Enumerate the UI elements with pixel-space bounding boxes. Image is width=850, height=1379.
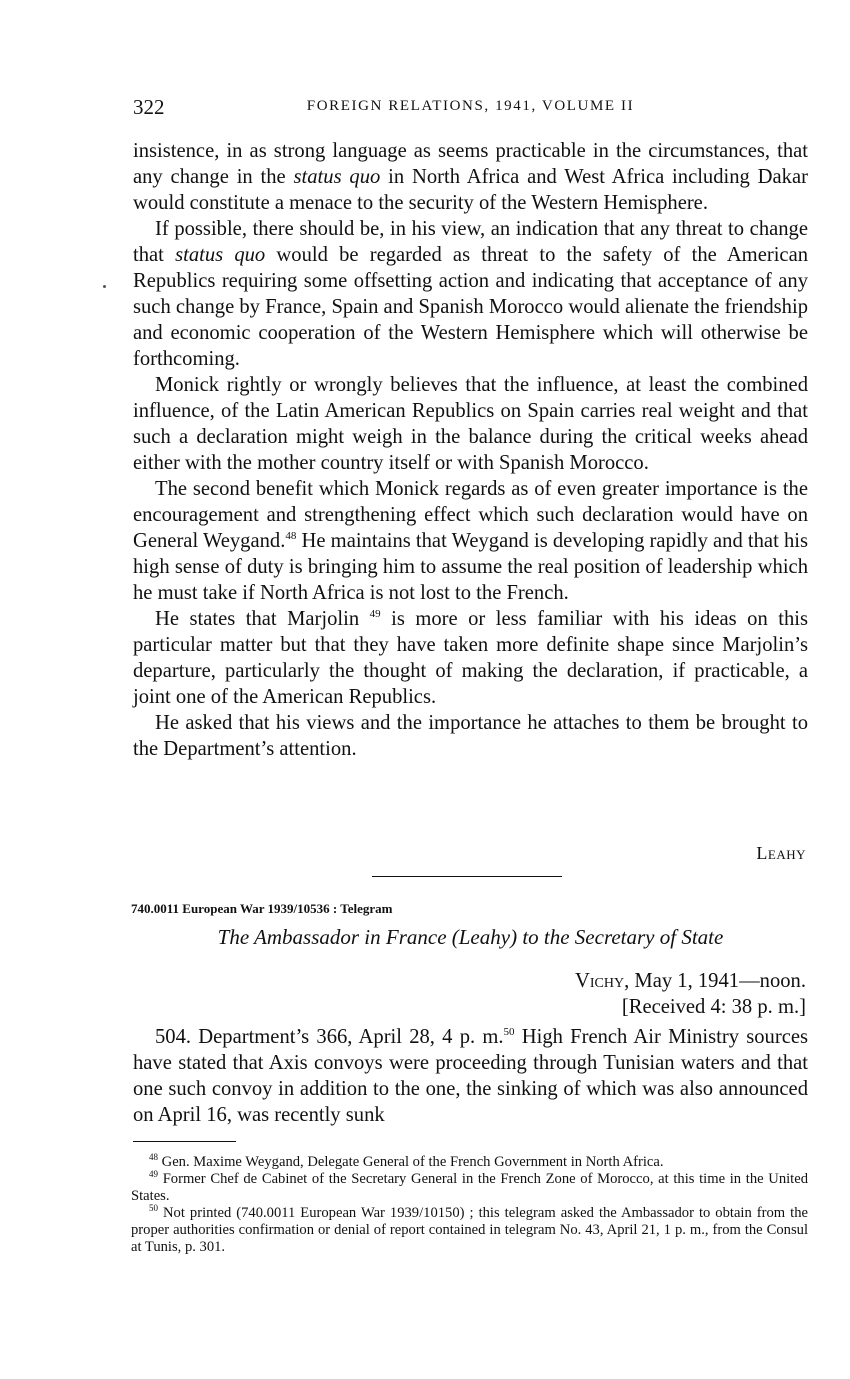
paragraph: 504. Department’s 366, April 28, 4 p. m.$^{50}$ High French Air Ministry sources have stated that Axis convoys were proceeding through Tunisian waters and that one such convoy in addition to the one, the sinking of which was also announced on April 16, was recently sunk — [133, 1026, 809, 1126]
footnote-ref[interactable]: 48 — [285, 530, 297, 543]
paragraph: If possible, there should be, in his view, an indication that any threat to change that status quo would be regarded as threat to the safety of the American Republics requiring some offsetting action and indicating that acceptance of any such change by France, Spain and Spanish Morocco would alienate the friendship and economic cooperation of the Western Hemisphere which will otherwise be forthcoming. — [133, 218, 809, 370]
footnote-ref[interactable]: 50 — [503, 1026, 515, 1039]
footnote: $^{48}$ Gen. Maxime Weygand, Delegate General of the French Government in North Africa. — [149, 1152, 664, 1170]
paragraph: insistence, in as strong language as seems practicable in the circumstances, that any change in the status quo in North Africa and West Africa including Dakar would constitute a menace to the security of the Western Hemisphere. — [133, 140, 808, 214]
letter-body — [133, 138, 808, 762]
footnote: $^{49}$ Former Chef de Cabinet of the Secretary General in the French Zone of Morocco, at this time in the United States. — [131, 1169, 808, 1204]
dateline — [575, 970, 806, 993]
document-title: The Ambassador in France (Leahy) to the Secretary of State — [217, 925, 724, 949]
footnote-ref[interactable]: 49 — [369, 608, 381, 621]
paragraph: Monick rightly or wrongly believes that the influence, at least the combined influence, of the Latin American Republics on Spain carries real weight and that such a declaration might weigh in the balance during the critical weeks ahead either with the mother country itself or with Spanish Morocco. — [133, 374, 808, 474]
footnote: $^{50}$ Not printed (740.0011 European War 1939/10150) ; this telegram asked the Ambassador to obtain from the proper authorities confirmation or denial of report contained in telegram No. 43, April 21, 1 p. m., from the Consul at Tunis, p. 301. — [131, 1203, 808, 1255]
footnote-divider — [133, 1141, 236, 1142]
running-head — [133, 95, 808, 123]
footnotes — [131, 1154, 808, 1256]
telegram-body — [133, 1024, 808, 1128]
section-divider — [372, 876, 562, 877]
paragraph: He states that Marjolin $^{49}$ is more or less familiar with his ideas on this particular matter but that they have taken more definite shape since Marjolin’s departure, particularly the thought of making the declaration, if practicable, a joint one of the American Republics. — [133, 608, 808, 708]
paragraph: The second benefit which Monick regards as of even greater importance is the encouragement and strengthening effect which such declaration would have on General Weygand.$^{48}$ He maintains that Weygand is developing rapidly and that his high sense of duty is bringing him to assume the real position of leadership which he must take if North Africa is not lost to the French. — [133, 478, 808, 604]
file-reference: 740.0011 European War 1939/10536 : Telegram — [131, 901, 393, 916]
dateline-place: Vichy — [575, 970, 625, 992]
page-number: 322 — [133, 95, 165, 119]
paragraph: He asked that his views and the importance he attaches to them be brought to the Department’s attention. — [133, 712, 808, 760]
running-title: FOREIGN RELATIONS, 1941, VOLUME II — [306, 98, 635, 114]
margin-mark — [103, 285, 106, 288]
dateline-date: , May 1, 1941—noon. — [624, 970, 806, 992]
received-line: [Received 4: 38 p. m.] — [621, 996, 806, 1018]
signature: Leahy — [756, 843, 806, 863]
